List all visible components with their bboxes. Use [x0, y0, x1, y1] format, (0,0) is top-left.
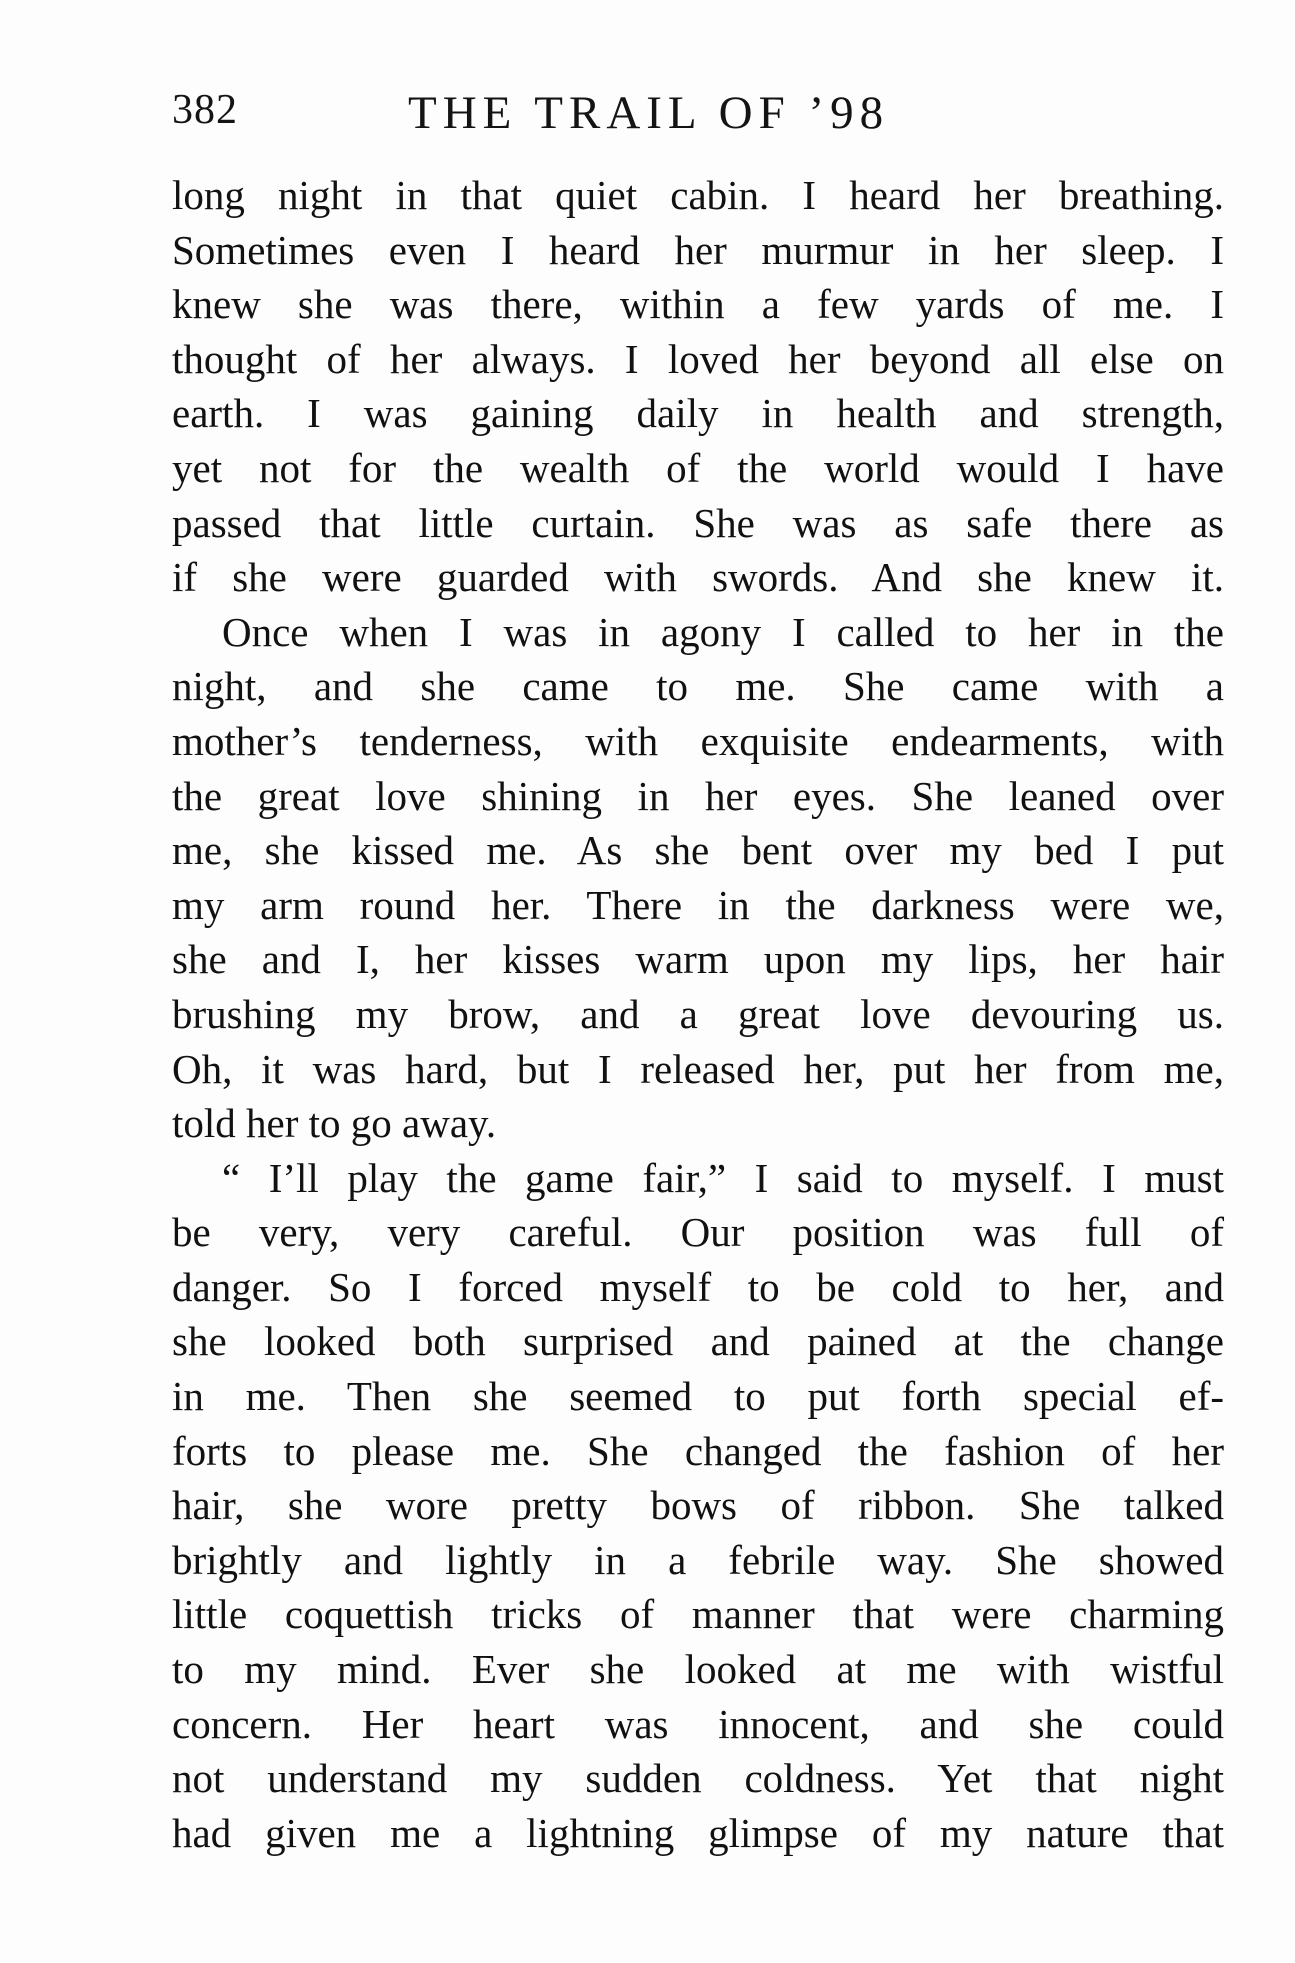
text-line: passed that little curtain. She was as safe there as: [172, 499, 1224, 546]
running-head: [172, 86, 1224, 146]
text-line: if she were guarded with swords. And she knew it.: [172, 554, 1224, 601]
text-line: danger. So I forced myself to be cold to her, and: [172, 1263, 1224, 1310]
text-line: to my mind. Ever she looked at me with wistful: [172, 1646, 1224, 1693]
paragraph: [172, 168, 1224, 605]
text-line: forts to please me. She changed the fashion of her: [172, 1427, 1224, 1474]
text-line: be very, very careful. Our position was full of: [172, 1209, 1224, 1256]
text-line: in me. Then she seemed to put forth special ef-: [172, 1373, 1224, 1420]
text-line: she looked both surprised and pained at the change: [172, 1318, 1224, 1365]
text-line: Sometimes even I heard her murmur in her sleep. I: [172, 226, 1224, 273]
text-line: long night in that quiet cabin. I heard her breathing.: [172, 172, 1224, 218]
text-line: little coquettish tricks of manner that were charming: [172, 1591, 1224, 1638]
text-line: she and I, her kisses warm upon my lips, her hair: [172, 936, 1224, 983]
text-line: night, and she came to me. She came with a: [172, 663, 1224, 710]
text-line: concern. Her heart was innocent, and she could: [172, 1700, 1224, 1747]
text-line: earth. I was gaining daily in health and strength,: [172, 390, 1224, 437]
text-line: yet not for the wealth of the world would I have: [172, 444, 1224, 491]
text-line: knew she was there, within a few yards of me. I: [172, 281, 1224, 328]
text-line: hair, she wore pretty bows of ribbon. She talked: [172, 1482, 1224, 1529]
text-line: mother’s tenderness, with exquisite endearments, with: [172, 717, 1224, 764]
text-line: brightly and lightly in a febrile way. She showed: [172, 1536, 1224, 1583]
text-line: told her to go away.: [172, 1100, 497, 1147]
paragraph: [172, 605, 1224, 1151]
text-line: “ I’ll play the game fair,” I said to myself. I must: [222, 1154, 1224, 1201]
text-line: Once when I was in agony I called to her in the: [222, 608, 1224, 655]
text-line: thought of her always. I loved her beyond all else on: [172, 335, 1224, 382]
book-title: THE TRAIL OF ’98: [408, 87, 890, 139]
text-line: my arm round her. There in the darkness were we,: [172, 881, 1224, 928]
page-number: 382: [172, 87, 238, 133]
text-line: had given me a lightning glimpse of my nature that: [172, 1809, 1224, 1856]
body-text: [172, 168, 1224, 1860]
text-line: the great love shining in her eyes. She leaned over: [172, 772, 1224, 819]
text-line: brushing my brow, and a great love devouring us.: [172, 990, 1224, 1037]
paragraph: [172, 1151, 1224, 1861]
text-line: Oh, it was hard, but I released her, put her from me,: [172, 1045, 1224, 1092]
text-line: me, she kissed me. As she bent over my bed I put: [172, 827, 1224, 874]
text-line: not understand my sudden coldness. Yet that night: [172, 1755, 1224, 1802]
